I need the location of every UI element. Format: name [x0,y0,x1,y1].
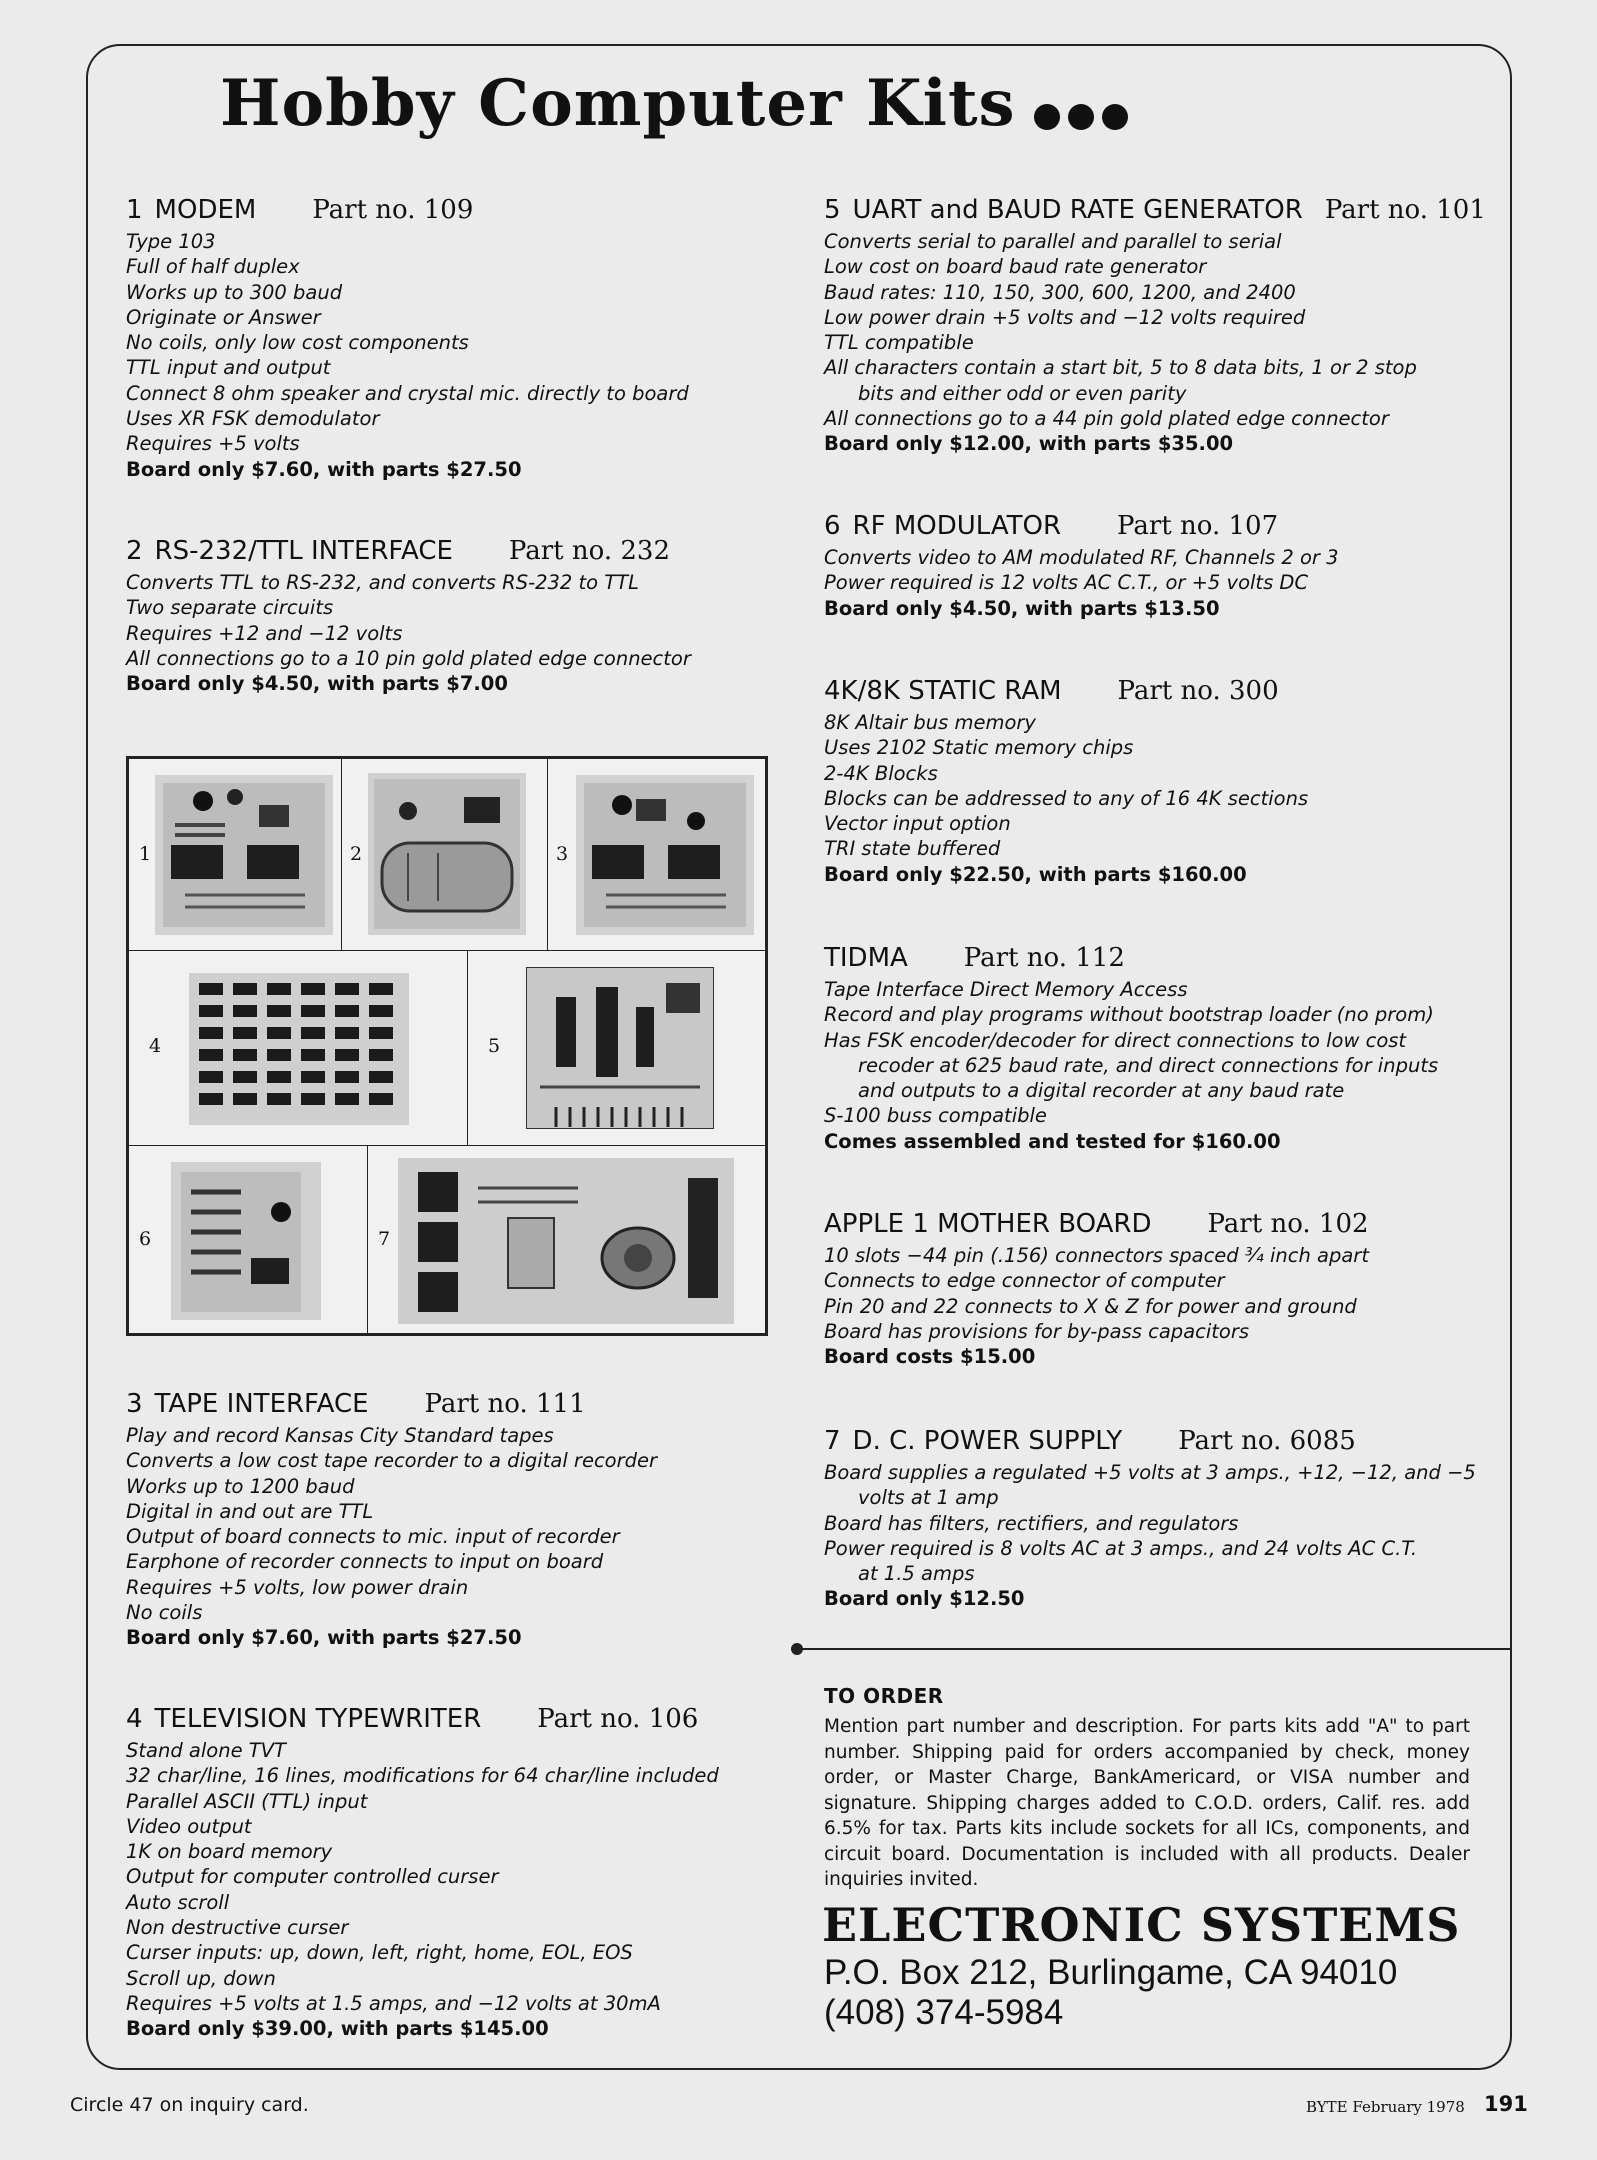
feature-line: Auto scroll [126,1890,230,1914]
kit-name: 4K/8K STATIC RAM [824,676,1062,706]
feature-line: 10 slots −44 pin (.156) connectors spaced ¾ inch apart [824,1244,1369,1267]
kit-features [824,1243,1369,1344]
feature-line: Record and play programs without bootstrap loader (no prom) [824,1003,1434,1027]
kit-heading [126,534,691,568]
kit-heading [824,1424,1476,1458]
kit-price: Board only $7.60, with parts $27.50 [126,457,522,481]
feature-line: Power required is 12 volts AC C.T., or +5 volts DC [824,571,1309,595]
kit-number: 6 [824,511,841,541]
feature-line: Converts video to AM modulated RF, Channels 2 or 3 [824,546,1339,569]
kit-name: APPLE 1 MOTHER BOARD [824,1209,1152,1239]
photo-label: 2 [350,843,363,865]
kit-name: TELEVISION TYPEWRITER [154,1704,482,1734]
feature-line: All connections go to a 44 pin gold plated edge connector [824,407,1389,431]
feature-line: Works up to 1200 baud [126,1474,355,1498]
feature-line: Board supplies a regulated +5 volts at 3 amps., +12, −12, and −5 [824,1461,1476,1484]
kit-part-number: Part no. 232 [508,536,670,566]
feature-line: Curser inputs: up, down, left, right, home, EOL, EOS [126,1941,633,1965]
kit-heading [126,193,689,227]
order-instructions: Mention part number and description. For parts kits add "A" to part number. Shipping paid for orders accompanied by check, money order, or Master Charge, BankAmericard, or VISA number and signature. Shipping charges added to C.O.D. orders, Calif. res. add 6.5% for tax. Parts kits include sockets for all ICs, components, and circuit board. Documentation is included with all products. Dealer inquiries invited. [824,1716,1470,1890]
feature-line: TRI state buffered [824,837,1001,861]
kit-price: Board only $7.60, with parts $27.50 [126,1626,522,1650]
kit-features [824,710,1308,862]
feature-line: Low cost on board baud rate generator [824,255,1207,279]
uart-board-photo [526,967,714,1129]
kit-tape-interface [126,1387,657,1651]
feature-line: Earphone of recorder connects to input on board [126,1550,604,1574]
company-address: P.O. Box 212, Burlingame, CA 94010 [824,1953,1398,1992]
kit-apple-mother-board [824,1207,1369,1370]
feature-line: 8K Altair bus memory [824,711,1036,734]
kit-heading [126,1702,719,1736]
modem-board-photo [155,775,333,935]
kit-name: D. C. POWER SUPPLY [852,1426,1123,1456]
kit-name: TIDMA [824,943,908,973]
feature-line: Blocks can be addressed to any of 16 4K sections [824,786,1309,810]
kit-number: 5 [824,195,841,225]
kit-part-number: Part no. 112 [963,943,1125,973]
feature-line: Two separate circuits [126,596,334,620]
kit-features [824,229,1486,431]
feature-line: Converts serial to parallel and parallel to serial [824,230,1282,253]
kit-photo-grid [126,756,768,1336]
kit-television-typewriter [126,1702,719,2042]
tvt-board-photo [189,973,409,1125]
kit-power-supply [824,1424,1476,1612]
kit-price: Board only $4.50, with parts $13.50 [824,596,1220,620]
kit-uart [824,193,1486,457]
kit-number: 1 [126,195,143,225]
kit-number: 4 [126,1704,143,1734]
feature-line: Converts TTL to RS-232, and converts RS-232 to TTL [126,571,639,594]
kit-features [824,977,1438,1129]
photo-label: 7 [378,1228,391,1250]
kit-price: Board only $12.50 [824,1587,1025,1611]
feature-line: 1K on board memory [126,1840,333,1864]
feature-line: volts at 1 amp [858,1486,999,1510]
kit-price: Comes assembled and tested for $160.00 [824,1129,1281,1153]
kit-part-number: Part no. 111 [424,1389,586,1419]
feature-line: Connect 8 ohm speaker and crystal mic. directly to board [126,381,689,405]
kit-heading [824,674,1308,708]
kit-heading [824,193,1486,227]
kit-price: Board only $39.00, with parts $145.00 [126,2017,549,2041]
magazine-issue: BYTE February 1978 [1306,2098,1465,2116]
feature-line: Uses 2102 Static memory chips [824,736,1134,760]
page-number: 191 [1484,2092,1528,2116]
kit-number: 3 [126,1389,143,1419]
feature-line: Video output [126,1814,252,1838]
feature-line: at 1.5 amps [858,1562,975,1586]
feature-line: Pin 20 and 22 connects to X & Z for power and ground [824,1294,1357,1318]
feature-line: Board has provisions for by-pass capacitors [824,1319,1250,1343]
feature-line: Tape Interface Direct Memory Access [824,978,1188,1001]
kit-features [126,570,691,671]
feature-line: Baud rates: 110, 150, 300, 600, 1200, and 2400 [824,280,1296,304]
photo-cell-7 [367,1145,766,1334]
kit-part-number: Part no. 300 [1117,676,1279,706]
feature-line: Has FSK encoder/decoder for direct connections to low cost [824,1028,1407,1052]
feature-line: TTL input and output [126,356,331,380]
feature-line: Digital in and out are TTL [126,1499,374,1523]
photo-cell-4 [128,950,468,1146]
feature-line: All connections go to a 10 pin gold plated edge connector [126,646,691,670]
kit-part-number: Part no. 102 [1207,1209,1369,1239]
feature-line: S-100 buss compatible [824,1104,1047,1128]
kit-features [824,545,1339,596]
kit-name: TAPE INTERFACE [154,1389,369,1419]
kit-heading [824,509,1339,543]
photo-cell-3 [547,758,766,951]
feature-line: Low power drain +5 volts and −12 volts required [824,305,1306,329]
rs232-board-photo [368,773,526,935]
feature-line: No coils, only low cost components [126,331,469,355]
feature-line: Requires +5 volts, low power drain [126,1575,469,1599]
order-title: TO ORDER [824,1684,944,1708]
ad-headline [220,66,1136,146]
photo-cell-6 [128,1145,368,1334]
order-divider [796,1648,1510,1650]
photo-label: 5 [488,1035,501,1057]
kit-number: 2 [126,536,143,566]
kit-price: Board only $22.50, with parts $160.00 [824,862,1247,886]
kit-features [126,1423,657,1625]
kit-number: 7 [824,1426,841,1456]
feature-line: TTL compatible [824,331,974,355]
kit-static-ram [824,674,1308,888]
kit-part-number: Part no. 106 [537,1704,699,1734]
photo-label: 1 [139,843,152,865]
kit-part-number: Part no. 107 [1117,511,1279,541]
kit-name: UART and BAUD RATE GENERATOR [852,195,1303,225]
photo-cell-2 [341,758,548,951]
photo-cell-5 [467,950,766,1146]
kit-rf-modulator [824,509,1339,622]
headline-dots [1034,71,1136,146]
feature-line: Uses XR FSK demodulator [126,407,380,431]
kit-modem [126,193,689,483]
kit-part-number: Part no. 109 [312,195,474,225]
kit-rs232 [126,534,691,697]
kit-name: MODEM [154,195,257,225]
feature-line: 32 char/line, 16 lines, modifications for 64 char/line included [126,1764,719,1788]
feature-line: and outputs to a digital recorder at any baud rate [858,1079,1345,1103]
kit-part-number: Part no. 6085 [1178,1426,1356,1456]
kit-features [126,1738,719,2016]
feature-line: Scroll up, down [126,1966,276,1990]
kit-tidma [824,941,1438,1155]
feature-line: Output of board connects to mic. input of recorder [126,1525,620,1549]
kit-name: RF MODULATOR [852,511,1062,541]
power-board-photo [398,1158,734,1324]
photo-label: 4 [149,1035,162,1057]
kit-heading [824,941,1438,975]
feature-line: Play and record Kansas City Standard tapes [126,1424,554,1447]
kit-features [824,1460,1476,1586]
feature-line: Requires +5 volts [126,432,300,456]
kit-price: Board only $12.00, with parts $35.00 [824,432,1234,456]
feature-line: Parallel ASCII (TTL) input [126,1789,368,1813]
kit-price: Board only $4.50, with parts $7.00 [126,672,508,696]
feature-line: Connects to edge connector of computer [824,1269,1225,1293]
feature-line: Board has filters, rectifiers, and regulators [824,1511,1239,1535]
feature-line: 2-4K Blocks [824,761,938,785]
company-name: ELECTRONIC SYSTEMS [822,1898,1461,1952]
kit-heading [126,1387,657,1421]
feature-line: Works up to 300 baud [126,280,343,304]
kit-heading [824,1207,1369,1241]
photo-label: 3 [556,843,569,865]
kit-part-number: Part no. 101 [1324,195,1486,225]
headline-text: Hobby Computer Kits [220,66,1016,141]
kit-price: Board costs $15.00 [824,1345,1036,1369]
inquiry-note: Circle 47 on inquiry card. [70,2094,309,2116]
feature-line: recoder at 625 baud rate, and direct connections for inputs [858,1053,1439,1077]
company-phone: (408) 374-5984 [824,1993,1064,2032]
feature-line: Requires +12 and −12 volts [126,621,403,645]
kit-name: RS-232/TTL INTERFACE [154,536,453,566]
feature-line: bits and either odd or even parity [858,381,1187,405]
feature-line: Type 103 [126,230,216,253]
feature-line: Non destructive curser [126,1916,349,1940]
feature-line: Full of half duplex [126,255,300,279]
feature-line: Requires +5 volts at 1.5 amps, and −12 volts at 30mA [126,1991,661,2015]
kit-features [126,229,689,457]
feature-line: Vector input option [824,812,1011,836]
feature-line: All characters contain a start bit, 5 to 8 data bits, 1 or 2 stop [824,356,1417,380]
tape-board-photo [576,775,754,935]
photo-label: 6 [139,1228,152,1250]
rf-board-photo [171,1162,321,1320]
feature-line: Stand alone TVT [126,1739,286,1762]
feature-line: Originate or Answer [126,305,321,329]
feature-line: No coils [126,1601,203,1625]
photo-cell-1 [128,758,342,951]
feature-line: Converts a low cost tape recorder to a digital recorder [126,1449,658,1473]
feature-line: Output for computer controlled curser [126,1865,499,1889]
feature-line: Power required is 8 volts AC at 3 amps., and 24 volts AC C.T. [824,1536,1418,1560]
